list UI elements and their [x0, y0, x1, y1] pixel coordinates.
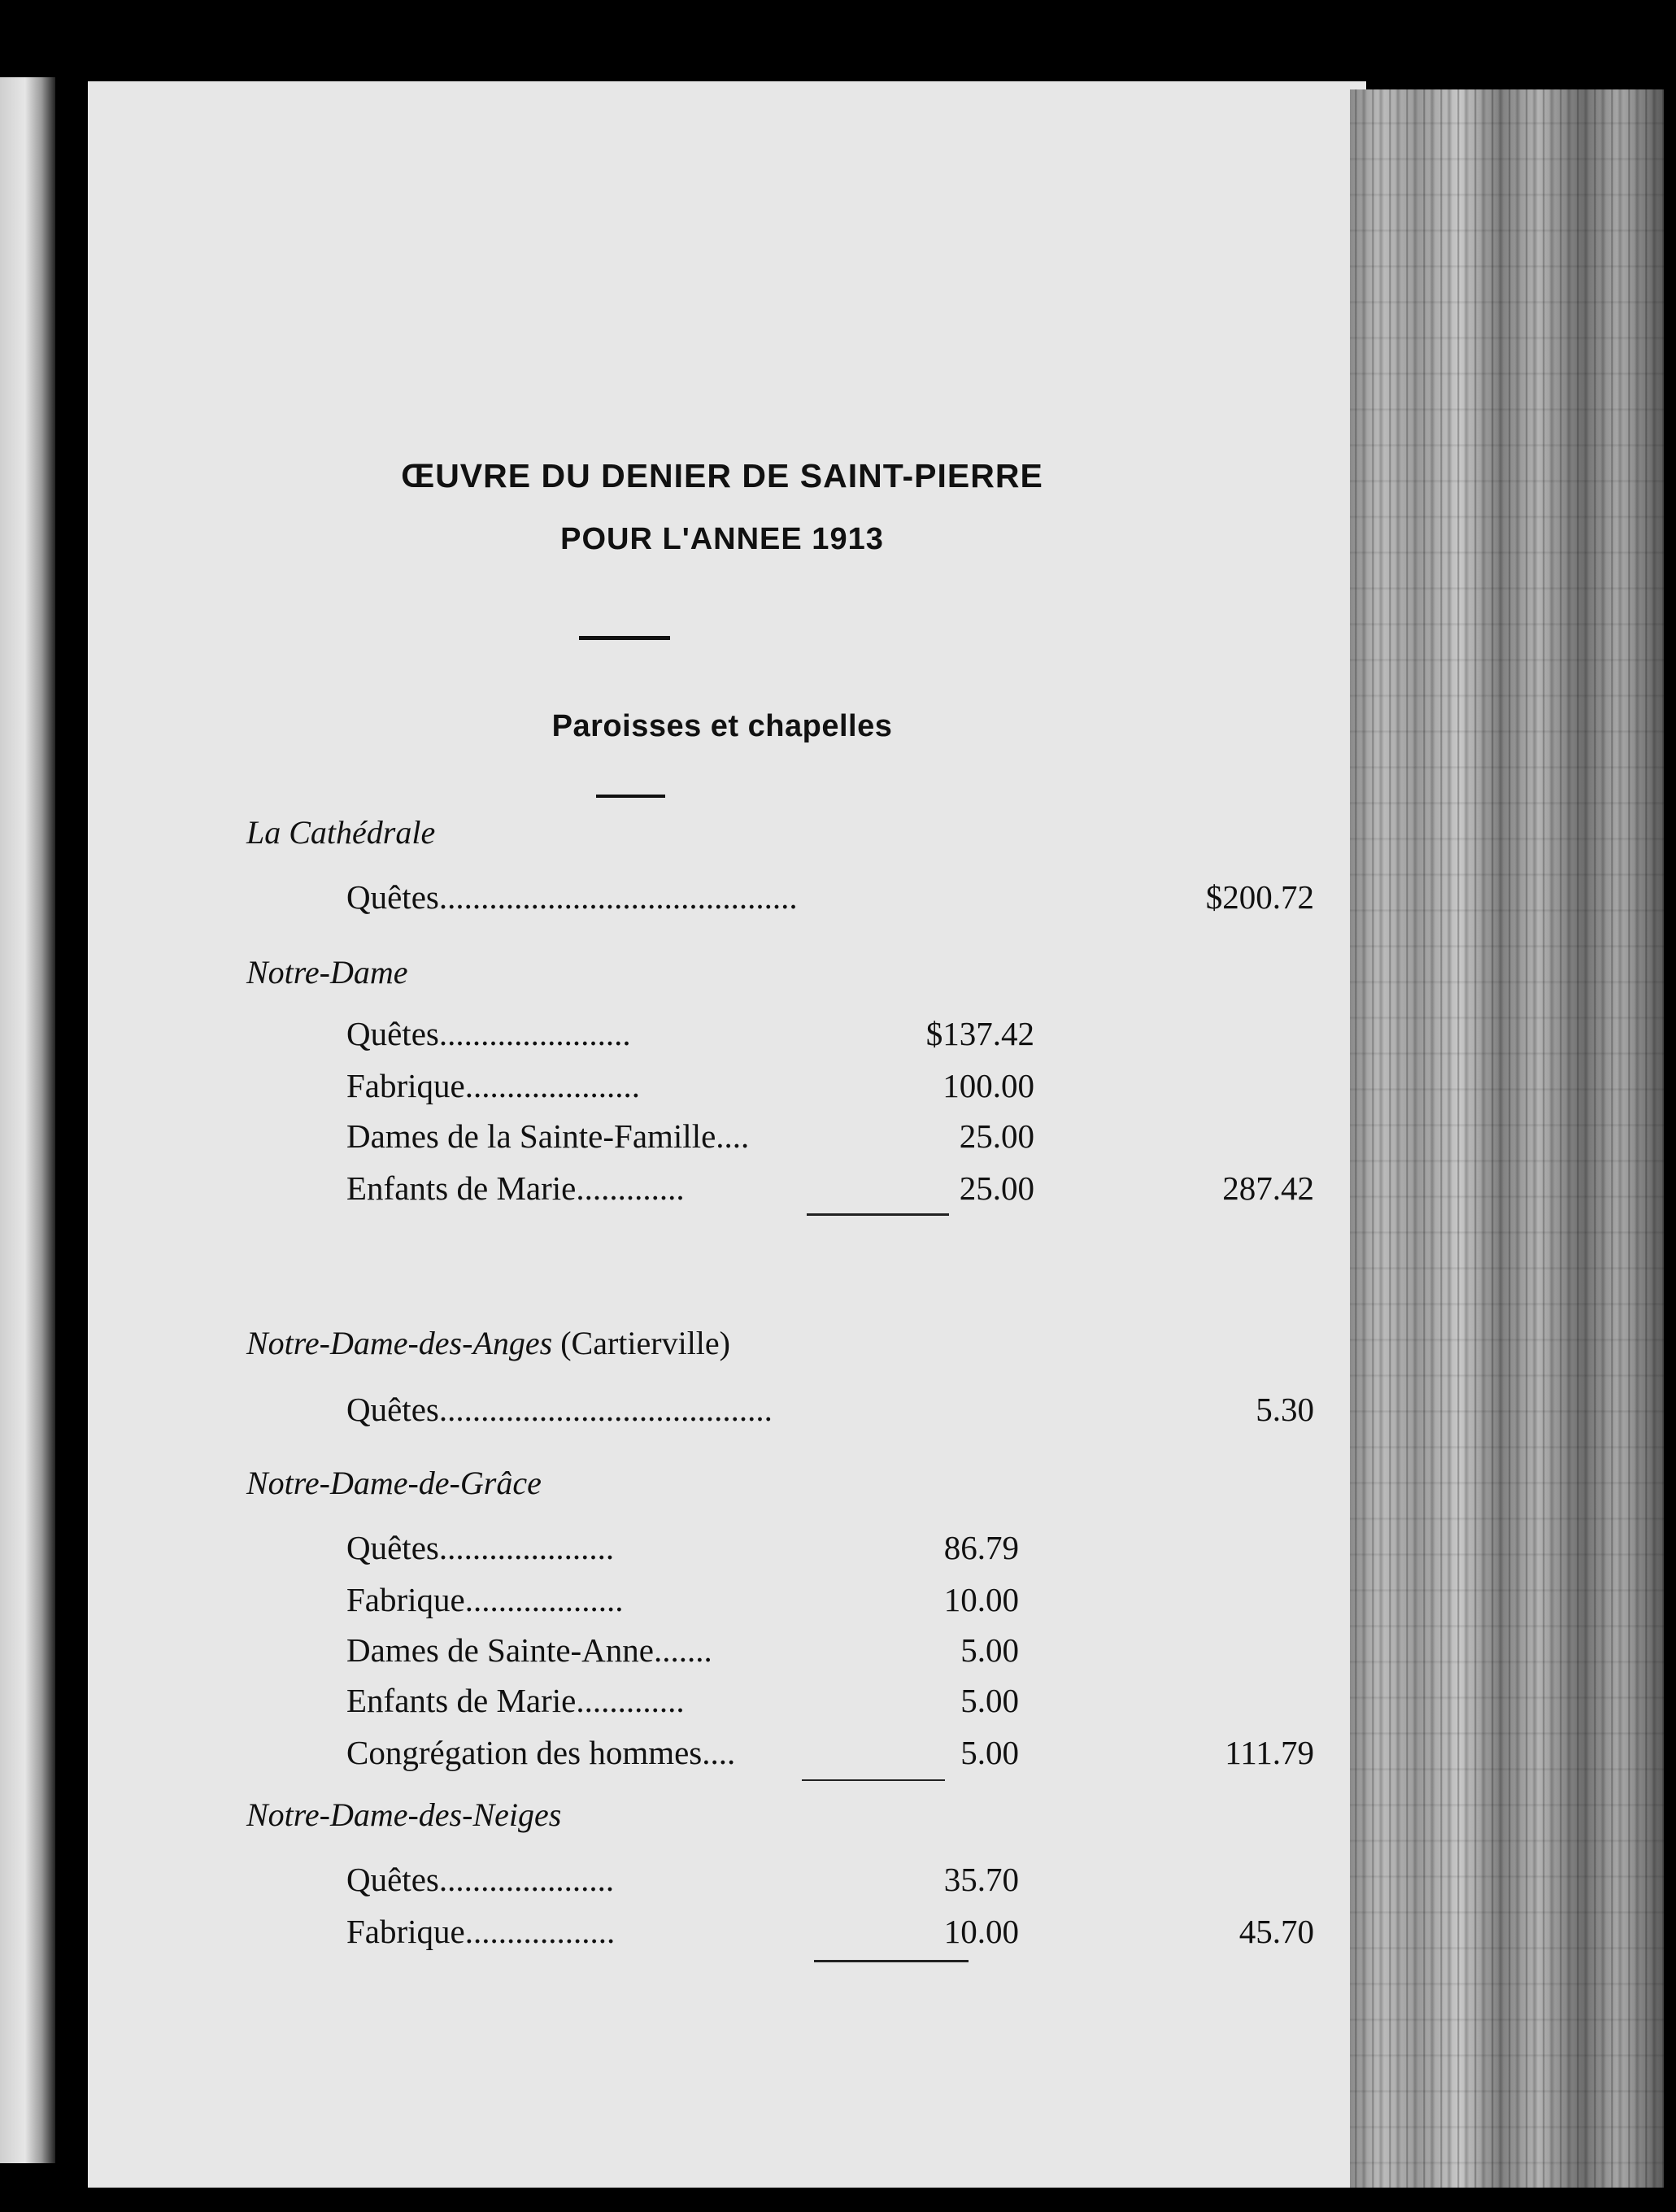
subtotal-rule	[802, 1779, 945, 1781]
row-subtotal: 25.00	[959, 1117, 1034, 1155]
section-heading: Paroisses et chapelles	[551, 709, 893, 743]
row-total: $200.72	[1205, 878, 1314, 916]
row-label: Dames de la Sainte-Famille	[346, 1117, 716, 1155]
row-leader: .......................	[438, 1015, 631, 1052]
row-leader: ........................................	[438, 1391, 773, 1428]
table-row	[88, 1527, 1308, 1568]
row-subtotal: 25.00	[959, 1169, 1034, 1207]
row-label: Quêtes	[346, 1391, 439, 1428]
row-label: Quêtes	[346, 878, 439, 916]
table-row	[88, 1389, 1314, 1430]
facing-page-edge	[0, 77, 55, 2163]
table-row	[88, 1680, 1308, 1721]
subtotal-rule	[807, 1213, 949, 1216]
row-leader: .....................	[438, 1529, 615, 1566]
parish-name: Notre-Dame-de-Grâce	[246, 1465, 542, 1501]
title-line-2: POUR L'ANNEE 1913	[560, 522, 884, 556]
row-leader: ...........................................	[438, 878, 798, 916]
row-label: Enfants de Marie	[346, 1169, 577, 1207]
parish-name	[246, 1324, 730, 1362]
row-subtotal: 35.70	[943, 1861, 1019, 1898]
table-row	[88, 877, 1314, 917]
row-leader: ..................	[464, 1913, 616, 1950]
row-subtotal: 10.00	[943, 1581, 1019, 1618]
row-subtotal: 5.00	[960, 1734, 1019, 1771]
table-row	[88, 1579, 1308, 1620]
row-subtotal: 10.00	[943, 1913, 1019, 1950]
table-row	[88, 1630, 1308, 1670]
row-label: Quêtes	[346, 1015, 439, 1052]
row-label: Fabrique	[346, 1067, 465, 1104]
title-line-1: ŒUVRE DU DENIER DE SAINT-PIERRE	[401, 457, 1043, 494]
row-total: 45.70	[1238, 1913, 1314, 1950]
row-total: 111.79	[1225, 1734, 1314, 1771]
row-label: Enfants de Marie	[346, 1682, 577, 1719]
row-leader: ....	[702, 1734, 736, 1771]
row-subtotal: $137.42	[925, 1015, 1034, 1052]
parish-name-text: Notre-Dame-des-Anges	[246, 1325, 553, 1361]
row-leader: .....................	[464, 1067, 640, 1104]
row-subtotal: 100.00	[942, 1067, 1034, 1104]
row-label: Quêtes	[346, 1529, 439, 1566]
page	[88, 81, 1366, 2188]
row-leader: ....	[716, 1117, 750, 1155]
parish-name: La Cathédrale	[246, 814, 436, 851]
parish-location: (Cartierville)	[560, 1325, 730, 1361]
row-leader: .....................	[438, 1861, 615, 1898]
row-label: Fabrique	[346, 1913, 465, 1950]
row-label: Congrégation des hommes	[346, 1734, 703, 1771]
row-label: Dames de Sainte-Anne	[346, 1631, 654, 1669]
table-row	[88, 1065, 1308, 1106]
title-rule	[579, 636, 670, 640]
row-leader: .............	[576, 1682, 685, 1719]
row-total: 287.42	[1222, 1169, 1314, 1207]
section-rule	[596, 795, 665, 798]
table-row	[88, 1168, 1314, 1208]
subtotal-rule	[814, 1960, 969, 1962]
row-label: Quêtes	[346, 1861, 439, 1898]
table-row	[88, 1013, 1308, 1054]
row-subtotal: 5.00	[960, 1631, 1019, 1669]
row-leader: .............	[576, 1169, 685, 1207]
row-subtotal: 5.00	[960, 1682, 1019, 1719]
row-leader: ...................	[464, 1581, 624, 1618]
table-row	[88, 1859, 1308, 1900]
table-row	[88, 1732, 1314, 1773]
table-row	[88, 1116, 1308, 1156]
stacked-page-edges	[1350, 89, 1664, 2188]
table-row	[88, 1911, 1314, 1952]
parish-name: Notre-Dame	[246, 954, 408, 991]
row-label: Fabrique	[346, 1581, 465, 1618]
parish-name: Notre-Dame-des-Neiges	[246, 1796, 562, 1833]
row-total: 5.30	[1256, 1391, 1314, 1428]
row-leader: .......	[654, 1631, 712, 1669]
row-subtotal: 86.79	[943, 1529, 1019, 1566]
